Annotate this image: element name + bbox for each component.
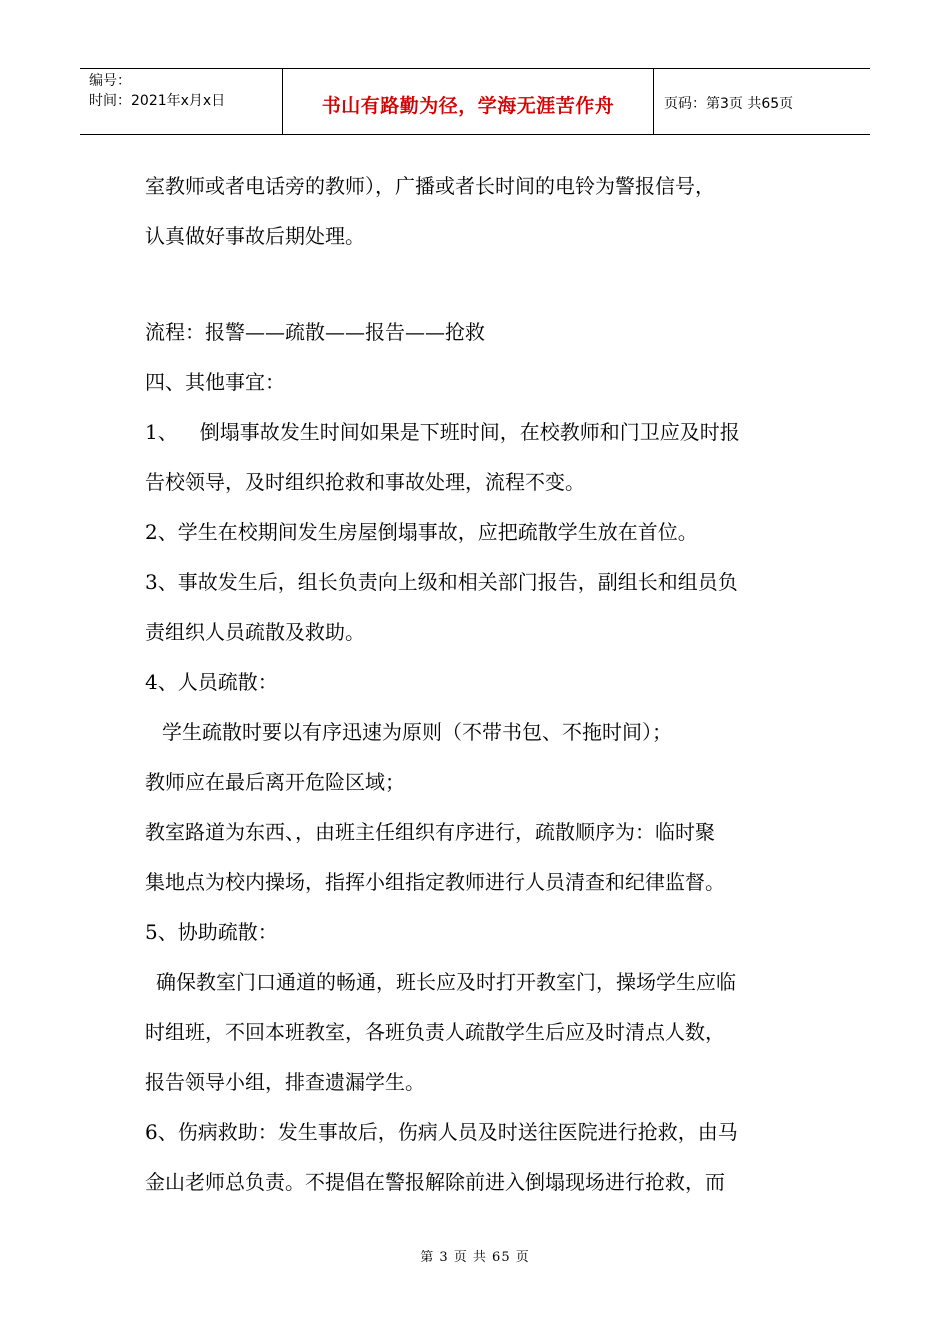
paragraph-line: 学生疏散时要以有序迅速为原则（不带书包、不拖时间）； (162, 720, 672, 744)
section-heading: 四、其他事宜： (145, 370, 285, 394)
paragraph-line: 报告领导小组，排查遗漏学生。 (145, 1070, 425, 1094)
paragraph-line: 教师应在最后离开危险区域； (145, 770, 405, 794)
paragraph-line: 告校领导，及时组织抢救和事故处理，流程不变。 (145, 470, 585, 494)
process-flow-line: 流程：报警——疏散——报告——抢救 (145, 320, 485, 344)
list-item-text: 倒塌事故发生时间如果是下班时间，在校教师和门卫应及时报 (199, 420, 740, 444)
paragraph-line: 时组班，不回本班教室，各班负责人疏散学生后应及时清点人数， (145, 1020, 725, 1044)
document-body (145, 166, 815, 1212)
paragraph-line: 2、学生在校期间发生房屋倒塌事故，应把疏散学生放在首位。 (145, 520, 698, 544)
paragraph-line: 教室路道为东西、，由班主任组织有序进行，疏散顺序为：临时聚 (145, 820, 715, 844)
paragraph-line: 6、伤病救助：发生事故后，伤病人员及时送往医院进行抢救，由马 (145, 1120, 738, 1144)
page-footer (0, 1246, 950, 1265)
paragraph-line: 室教师或者电话旁的教师），广播或者长时间的电铃为警报信号， (145, 174, 715, 198)
blank-line (145, 266, 815, 312)
header-motto: 书山有路勤为径，学海无涯苦作舟 (321, 95, 615, 117)
paragraph-line: 集地点为校内操场，指挥小组指定教师进行人员清查和纪律监督。 (145, 870, 725, 894)
paragraph-line: 责组织人员疏散及救助。 (145, 620, 365, 644)
document-time-label: 时间：2021年x月x日 (89, 93, 226, 109)
list-number: 1、 (145, 420, 178, 444)
header-page-info-cell (654, 69, 870, 134)
paragraph-line: 5、协助疏散： (145, 920, 278, 944)
paragraph-line: 认真做好事故后期处理。 (145, 224, 365, 248)
header-page-info: 页码：第3页 共65页 (664, 95, 794, 112)
page-header (80, 68, 870, 135)
paragraph-line: 3、事故发生后，组长负责向上级和相关部门报告，副组长和组员负 (145, 570, 738, 594)
document-number-label: 编号： (89, 73, 131, 89)
footer-page-number: 第 3 页 共 65 页 (420, 1250, 530, 1265)
header-motto-cell (282, 69, 654, 134)
header-meta (80, 69, 282, 134)
paragraph-line (145, 412, 815, 462)
paragraph-line: 金山老师总负责。不提倡在警报解除前进入倒塌现场进行抢救，而 (145, 1170, 725, 1194)
paragraph-line: 4、人员疏散： (145, 670, 278, 694)
paragraph-line: 确保教室门口通道的畅通，班长应及时打开教室门，操场学生应临 (156, 970, 736, 994)
